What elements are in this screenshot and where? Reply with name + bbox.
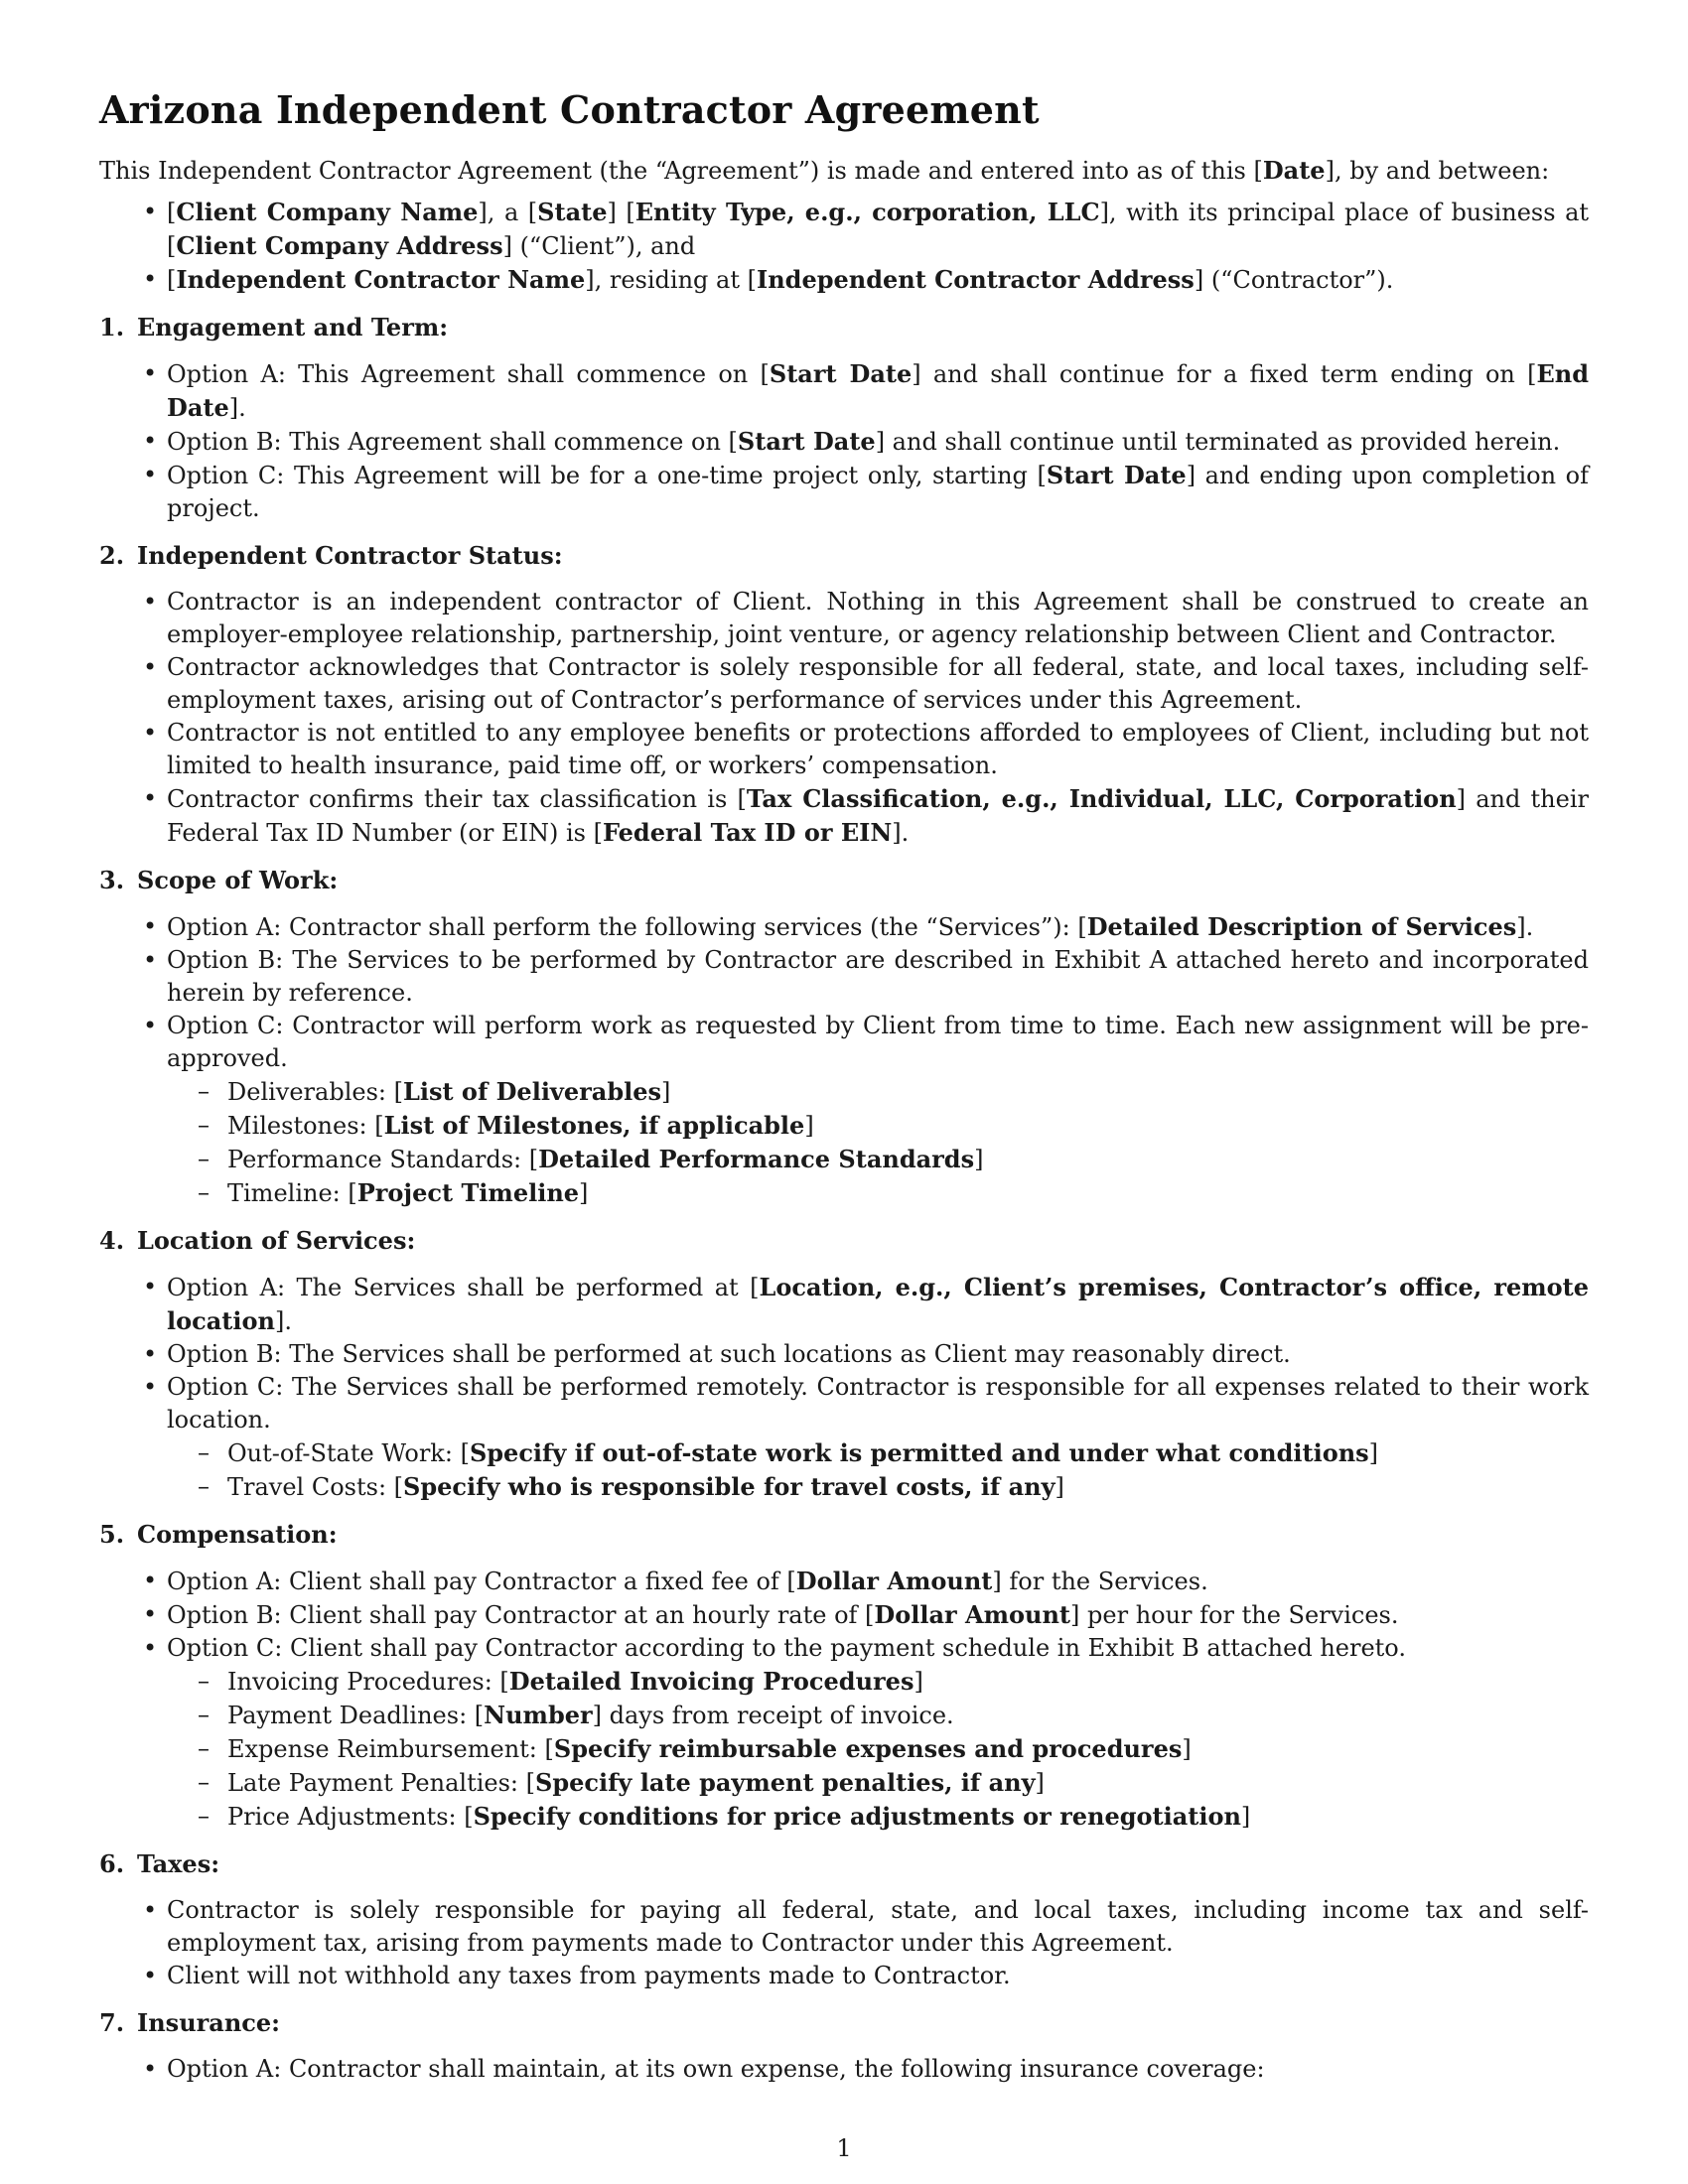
sub-item [227,1109,1589,1143]
text-run: ] and shall continue for a fixed term ending on [ [912,360,1537,388]
text-run: Client will not withhold any taxes from payments made to Contractor. [167,1962,1011,1989]
text-run: ] [914,1668,923,1696]
text-run: ] for the Services. [992,1568,1208,1595]
text-run: ]. [274,1307,292,1335]
section-item [167,910,1589,944]
section-item [167,1271,1589,1338]
section-title: Compensation: [137,1520,338,1549]
section-list [99,2053,1589,2086]
text-run: Option B: The Services shall be performed at such locations as Client may reasonably direct. [167,1340,1291,1368]
text-run: Contractor acknowledges that Contractor is solely responsible for all federal, state, and local taxes, including self-employment taxes, arising out of Contractor’s performance of services under this Agreement. [167,653,1589,714]
placeholder-field: Detailed Description of Services [1086,912,1517,941]
text-run: ] days from receipt of invoice. [592,1702,954,1729]
text-run: Option A: This Agreement shall commence on [ [167,360,770,388]
section-title: Engagement and Term: [137,313,449,341]
text-run: Travel Costs: [ [227,1473,404,1501]
placeholder-field: Start Date [1046,461,1187,489]
text-run: ] [804,1112,814,1140]
placeholder-field: State [537,198,608,226]
placeholder-field: Detailed Performance Standards [538,1145,975,1173]
text-run: ] (“Contractor”). [1194,266,1394,294]
text-run: ] [1035,1769,1045,1797]
text-run: Option A: Contractor shall perform the following services (the “Services”): [ [167,913,1087,941]
placeholder-field: Dollar Amount [795,1567,993,1595]
text-run: ]. [228,394,246,422]
text-run: Option A: Client shall pay Contractor a fixed fee of [ [167,1568,796,1595]
placeholder-field: Start Date [737,427,876,456]
text-run: ] (“Client”), and [502,232,696,260]
text-run: Out-of-State Work: [ [227,1439,470,1467]
placeholder-field: Specify conditions for price adjustments or renegotiation [473,1802,1241,1831]
sub-list [167,1665,1589,1834]
placeholder-field: List of Deliverables [402,1077,662,1106]
sub-list [167,1436,1589,1504]
placeholder-field: Specify who is responsible for travel costs, if any [403,1472,1055,1501]
placeholder-field: Specify late payment penalties, if any [534,1768,1036,1797]
section-number: 1. [99,313,125,341]
sub-item [227,1143,1589,1176]
text-run: Contractor confirms their tax classification is [ [167,785,747,813]
placeholder-field: Federal Tax ID or EIN [602,818,893,847]
section-heading [99,2006,1589,2039]
section-item [167,1565,1589,1598]
placeholder-field: End Date [167,359,1589,422]
text-run: Late Payment Penalties: [ [227,1769,535,1797]
section-item [167,357,1589,425]
placeholder-field: Dollar Amount [874,1600,1071,1629]
section-item [167,1371,1589,1504]
sub-item [227,1699,1589,1732]
section-item [167,1338,1589,1371]
text-run: ], with its principal place of business at [ [167,199,1590,260]
section-item [167,2053,1589,2086]
section-heading [99,1518,1589,1551]
placeholder-field: Start Date [769,359,913,388]
text-run: ], residing at [ [585,266,757,294]
section-item [167,1894,1589,1960]
placeholder-field: Specify if out-of-state work is permitted and under what conditions [469,1438,1369,1467]
section-list [99,1894,1589,1992]
section-item [167,944,1589,1010]
text-run: ] [ [607,199,635,226]
intro-text: This Independent Contractor Agreement (the “Agreement”) is made and entered into as of this [ [99,157,1263,185]
section-number: 6. [99,1849,125,1878]
section-title: Insurance: [137,2008,281,2037]
section-item [167,459,1589,525]
section-heading [99,1847,1589,1880]
text-run: Payment Deadlines: [ [227,1702,485,1729]
text-run: Option B: Client shall pay Contractor at an hourly rate of [ [167,1601,875,1629]
text-run: ] [579,1179,589,1207]
sub-item [227,1075,1589,1109]
section-item [167,1010,1589,1210]
section-title: Independent Contractor Status: [137,541,563,570]
text-run: ] [1182,1735,1192,1763]
placeholder-field: Detailed Invoicing Procedures [508,1667,914,1696]
text-run: Option A: Contractor shall maintain, at its own expense, the following insurance coverage: [167,2055,1265,2083]
section-number: 3. [99,866,125,894]
section-title: Taxes: [137,1849,220,1878]
text-run: Deliverables: [ [227,1078,403,1106]
intro-paragraph [99,154,1589,188]
text-run: Contractor is solely responsible for paying all federal, state, and local taxes, including income tax and self-employment tax, arising from payments made to Contractor under this Agreement. [167,1896,1589,1957]
intro-tail: ], by and between: [1325,157,1550,185]
sub-item [227,1800,1589,1834]
section-title: Location of Services: [137,1226,416,1255]
text-run: [ [167,199,177,226]
sub-item [227,1436,1589,1470]
text-run: Contractor is not entitled to any employee benefits or protections afforded to employees of Client, including but not limited to health insurance, paid time off, or workers’ compensation. [167,719,1589,779]
text-run: Option C: The Services shall be performed remotely. Contractor is responsible for all expenses related to their work location. [167,1373,1589,1433]
party-item [167,263,1589,297]
party-item [167,196,1589,263]
text-run: Option C: Client shall pay Contractor according to the payment schedule in Exhibit B attached hereto. [167,1634,1406,1662]
text-run: Performance Standards: [ [227,1146,539,1173]
section-item [167,717,1589,782]
placeholder-field: Number [484,1701,593,1729]
sub-item [227,1732,1589,1766]
placeholder-field: Tax Classification, e.g., Individual, LLC, Corporation [746,784,1457,813]
section-item [167,782,1589,850]
sections-container [99,311,1589,2086]
text-run: Invoicing Procedures: [ [227,1668,509,1696]
text-run: ] [1240,1803,1251,1831]
text-run: Expense Reimbursement: [ [227,1735,554,1763]
text-run: Contractor is an independent contractor of Client. Nothing in this Agreement shall be construed to create an employer-employee relationship, partnership, joint venture, or agency relationship between Client and Contractor. [167,588,1589,648]
section-item [167,1598,1589,1632]
text-run: Option C: Contractor will perform work as requested by Client from time to time. Each new assignment will be pre-approved. [167,1012,1589,1072]
text-run: ]. [892,819,910,847]
text-run: ] [974,1146,984,1173]
sub-item [227,1766,1589,1800]
section-item [167,425,1589,459]
placeholder-field: Independent Contractor Address [756,265,1195,294]
intro-date-placeholder: Date [1262,156,1326,185]
text-run: [ [167,266,177,294]
section-number: 5. [99,1520,125,1549]
section-item [167,651,1589,717]
section-heading [99,1224,1589,1257]
sub-item [227,1176,1589,1210]
text-run: ] and ending upon completion of project. [167,462,1589,522]
section-heading [99,311,1589,343]
placeholder-field: Client Company Address [176,231,503,260]
document-title: Arizona Independent Contractor Agreement [99,87,1040,132]
text-run: ], a [ [478,199,538,226]
placeholder-field: List of Milestones, if applicable [383,1111,805,1140]
sub-item [227,1470,1589,1504]
section-item [167,586,1589,651]
section-number: 4. [99,1226,125,1255]
text-run: ] [1368,1439,1379,1467]
text-run: Option C: This Agreement will be for a one-time project only, starting [ [167,462,1047,489]
placeholder-field: Specify reimbursable expenses and procedures [553,1734,1183,1763]
text-run: ] and shall continue until terminated as provided herein. [875,428,1561,456]
text-run: ]. [1516,913,1534,941]
text-run: Option B: The Services to be performed by Contractor are described in Exhibit A attached hereto and incorporated herein by reference. [167,946,1589,1007]
placeholder-field: Independent Contractor Name [176,265,586,294]
text-run: Option B: This Agreement shall commence on [ [167,428,738,456]
section-item [167,1960,1589,1992]
text-run: Option A: The Services shall be performed at [ [167,1274,760,1301]
section-heading [99,864,1589,896]
section-heading [99,539,1589,572]
placeholder-field: Location, e.g., Client’s premises, Contractor’s office, remote location [167,1273,1589,1335]
text-run: ] and their Federal Tax ID Number (or EIN) is [ [167,785,1589,847]
text-run: Price Adjustments: [ [227,1803,474,1831]
section-list [99,910,1589,1210]
section-list [99,1565,1589,1834]
section-list [99,586,1589,850]
text-run: Timeline: [ [227,1179,357,1207]
section-list [99,1271,1589,1504]
section-number: 2. [99,541,125,570]
page-number: 1 [836,2134,852,2162]
text-run: Milestones: [ [227,1112,384,1140]
section-title: Scope of Work: [137,866,339,894]
section-item [167,1632,1589,1834]
section-number: 7. [99,2008,125,2037]
section-list [99,357,1589,525]
placeholder-field: Client Company Name [176,198,479,226]
sub-list [167,1075,1589,1210]
text-run: ] [661,1078,671,1106]
text-run: ] [1055,1473,1064,1501]
sub-item [227,1665,1589,1699]
placeholder-field: Entity Type, e.g., corporation, LLC [634,198,1100,226]
text-run: ] per hour for the Services. [1070,1601,1399,1629]
placeholder-field: Project Timeline [356,1178,580,1207]
parties-list [99,196,1589,297]
